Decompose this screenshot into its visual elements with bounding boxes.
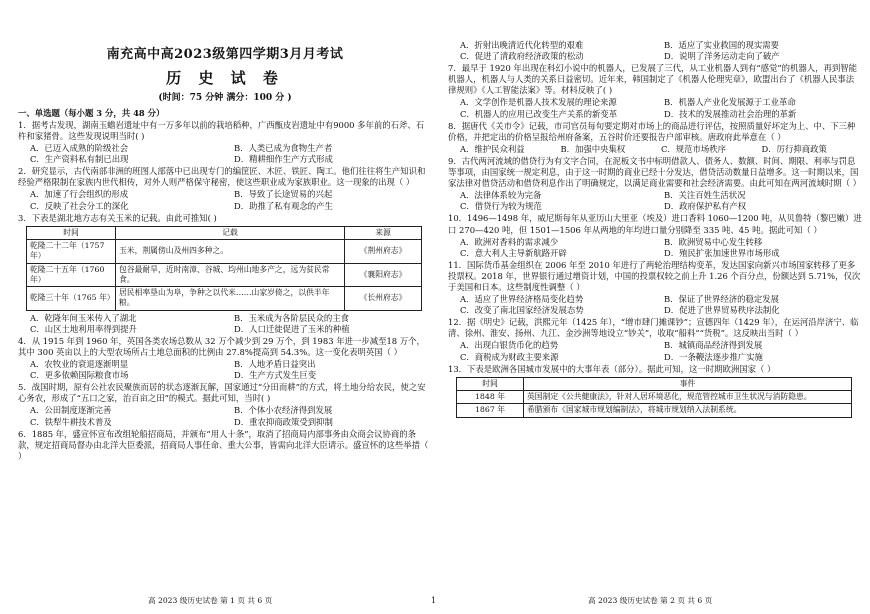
option[interactable]: A．乾隆年间玉米传入了湖北 [30,312,137,323]
option[interactable]: C．改变了南北国家经济发展态势 [460,305,584,316]
question-10: 10．1496—1498 年，威尼斯每年从亚历山大里亚（埃及）进口香料 1060—1200 吨，从贝鲁特（黎巴嫩）进口 270—420 吨，但 1501—1506 年从两地的年均进口量分别降至 335 吨、45 吨。据此可知（ ） [448,213,862,235]
option[interactable]: D．厉行抑商政策 [761,143,827,154]
question-5: 5．战国时期，原有公社农民聚族而居的状态逐渐瓦解，国家通过“分田而耕”的方式，将土地分给农民，使之安心务农，形成了“五口之家，治百亩之田”的模式。据此可知，当时( ) [18,382,426,404]
table-row [27,263,422,287]
table-row [457,391,852,404]
option[interactable]: C．促进了清政府经济政策的松动 [460,51,584,62]
option[interactable]: A．加速了行会组织的形成 [30,189,129,200]
option[interactable]: C．借贷行为较为规范 [460,201,542,212]
option[interactable]: D．助推了私有观念的产生 [234,200,333,211]
table-cell: 乾隆二十二年（1757 年） [27,240,116,264]
right-column [448,40,862,420]
option[interactable]: A．农牧业的衰退逐渐明显 [30,359,129,370]
table-cell: 1867 年 [457,404,524,417]
footer-right: 高 2023 级历史试卷 第 2 页 共 6 页 [588,596,713,605]
options-12 [460,340,862,362]
option[interactable]: C．商税成为财政主要来源 [460,351,559,362]
table-cell: 英国制定《公共健康法》，针对人居环境恶化，规范管控城市卫生状况与消防隐患。 [524,391,852,404]
option[interactable]: D．说明了洋务运动走向了破产 [664,51,780,62]
question-9: 9．古代两河流域的借贷行为有文字合同，在泥板文书中标明借款人、债务人、数额、时间、期限、利率与罚息等事项，由国家统一规定利息，由于这一时期的商业已经十分发达，借贷活动数量日益增多。这一时期以来，国家法律对借贷活动和借贷利息作出了明确规定，以满足商业需要和社会经济需要。由此可知在两河流域时期（ ） [448,155,862,189]
option[interactable]: D．一条鞭法逐步推广实施 [664,351,763,362]
footer-page-number: 1 [431,596,437,605]
table-cell: 包谷最耐旱，近时南漳、谷城、均州山地多产之，远为贫民常食。 [116,263,345,287]
options-6 [460,40,862,62]
option[interactable]: A．维护民众利益 [460,143,525,154]
exam-title: 南充高中高2023级第四学期3月月考试 [106,47,344,62]
option[interactable]: A．适应了世界经济格局变化趋势 [460,294,584,305]
options-1 [30,143,432,165]
option[interactable]: A．折射出晚清近代化转型的艰难 [460,40,584,50]
option[interactable]: A．公田制度逐渐完善 [30,405,112,416]
table-header: 记载 [116,226,345,239]
options-10 [460,237,862,259]
option[interactable]: C．意大利人主导新航路开辟 [460,247,567,258]
option[interactable]: D．人口迁徙促进了玉米的种植 [234,323,350,334]
table-header: 来源 [345,226,422,239]
option[interactable]: C．规范市场秩序 [661,143,727,154]
exam-subject: 历 史 试 卷 [166,69,284,88]
question-1: 1．据考古发现，湖南玉蟾岩遗址中有一万多年以前的栽培稻种，广西甑皮岩遗址中有9000 多年前的石斧、石杵和家猪骨。这些发现说明当时( ) [18,119,425,142]
corn-records-table [26,226,422,311]
option[interactable]: D．生产方式发生巨变 [234,370,317,381]
table-cell: 《长州府志》 [345,287,422,311]
option[interactable]: B．城镇商品经济得到发展 [664,340,763,351]
question-7: 7．最早于 1920 年出现在科幻小说中的机器人，已发展了三代，从工业机器人到有“感觉”的机器人，再到智能机器人，机器人与人类的关系日益密切。近年来，韩国制定了《机器人伦理宪章》，欧盟出台了《机器人民事法律规则》《人工智能法案》等。材料反映了( ) [448,63,858,96]
option[interactable]: C．生产资料私有制已出现 [30,154,129,165]
options-4 [30,359,432,381]
options-11 [460,294,862,316]
table-row [27,240,422,264]
option[interactable]: B．导致了长途贸易的兴起 [234,189,333,200]
option[interactable]: A．文学创作是机器人技术发展的理论来源 [460,97,617,108]
table-cell: 乾隆二十五年（1760 年） [27,263,116,287]
option[interactable]: D．殖民扩张加速世界市场形成 [664,247,780,258]
options-5 [30,405,432,427]
table-row [457,404,852,417]
options-3 [30,313,432,335]
option[interactable]: B．人地矛盾日益突出 [234,359,316,370]
option[interactable]: C．更多依赖国际粮食市场 [30,370,129,381]
option[interactable]: C．铁犁牛耕技术普及 [30,416,112,427]
table-row [27,287,422,311]
option[interactable]: D．重农抑商政策受到抑制 [234,416,333,427]
option[interactable]: D．促进了世界贸易秩序法制化 [664,305,780,316]
question-11: 11．国际货币基金组织在 2006 年至 2010 年进行了两轮治理结构变革，发达国家向新兴市场国家转移了更多投票权。2018 年，世界银行通过增资计划，中国的投票权较之前上升 1.26 个百分点，份额达到 5.71%，仅次于美国和日本。这些制度性调整（ ） [448,259,861,292]
table-cell: 《襄阳府志》 [345,263,422,287]
option[interactable]: C．机器人的应用已改变生产关系的新变革 [460,108,618,119]
question-3: 3．下表是湖北地方志有关玉米的记载。由此可推知( ) [18,212,217,223]
options-8 [460,144,862,155]
option[interactable]: B．个体小农经济得到发展 [234,405,333,416]
table-cell: 乾隆三十年（1765 年） [27,287,116,311]
table-cell: 1848 年 [457,391,524,404]
option[interactable]: B．玉米成为各阶层民众的主食 [234,312,350,323]
option[interactable]: B．保证了世界经济的稳定发展 [664,294,780,305]
exam-meta: (时间：75 分钟 满分：100 分 ) [158,92,292,103]
table-cell: 希腊颁布《国家城市规划编制法》，将城市规划纳入法制系统。 [524,404,852,417]
option[interactable]: A．出现白银货币化的趋势 [460,340,559,351]
option[interactable]: B．欧洲贸易中心发生转移 [664,236,763,247]
table-cell: 《荆州府志》 [345,240,422,264]
question-6: 6．1885 年，盛宣怀宣布改组轮船招商局，并颁布“用人十条”，取消了招商局内部事务由众商会议协商的条款，规定招商局督办由北洋大臣委派，招商局人事任命、重大公事，皆需向北洋大臣请示。盛宣怀的这些举措（ ） [18,428,429,461]
option[interactable]: C．反映了社会分工的深化 [30,200,129,211]
question-4: 4．从 1915 年到 1960 年，英国各类农场总数从 32 万个减少到 29 万个，到 1983 年进一步减至18 万个，其中 300 英亩以上的大型农场所占土地总面积的比例由 27.8%提高到 54.3%。这一变化表明英国（ ） [18,335,425,358]
option[interactable]: A．已迈入成熟的阶级社会 [30,143,129,154]
option[interactable]: B．机器人产业化发展源于工业革命 [664,97,796,108]
option[interactable]: B．关注百姓生活状况 [664,190,746,201]
option[interactable]: D．精耕细作生产方式形成 [234,154,333,165]
table-cell: 玉米，荆属傍山及州四多种之。 [116,240,345,264]
left-column [18,0,432,463]
question-8: 8．据唐代《关市令》记载，市司官员每旬要定期对市场上的商品进行评估，按照质量好坏定为上、中、下三种价格，并把定出的价格呈报给州府备案，五谷时价还要报告户部审核。唐政府此举意在（ ） [448,120,856,142]
section-heading: 一、单选题（每小题 3 分，共 48 分） [18,107,165,118]
table-header: 事件 [524,377,852,390]
question-13: 13．下表是欧洲各国城市发展中的大事年表（部分）。据此可知，这一时期欧洲国家（ ） [448,363,776,374]
options-9 [460,190,862,212]
footer-left: 高 2023 级历史试卷 第 1 页 共 6 页 [148,596,273,605]
table-header: 时间 [457,377,524,390]
option[interactable]: B．人类已成为食物生产者 [234,143,333,154]
question-12: 12．据《明史》记载，洪熙元年（1425 年），“增市肆门摊课钞”；宣德四年（1429 年），在运河沿岸济宁、临清、徐州、淮安、扬州、九江、金沙洲等地设立“钞关”，收取“船料”“货税”。这反映出当时（ ） [448,317,859,339]
options-7 [460,97,862,119]
options-2 [30,189,432,211]
option[interactable]: D．政府保护私有产权 [664,201,747,212]
option[interactable]: A．法律体系较为完备 [460,190,542,201]
city-events-table [456,377,852,418]
question-2: 2．研究显示，古代南部非洲的班图人部落中已出现专门的编筐匠、木匠、铁匠、陶工。他们往往将生产知识和经验严格限制在家族内世代相传，对外人则严格保守秘密，使这些职业成为家族职业。这一现象的出现（ ） [18,166,426,188]
option[interactable]: D．技术的发展推动社会治理的革新 [664,108,797,119]
table-header: 时间 [27,226,116,239]
option[interactable]: B．加强中央集权 [560,143,626,154]
option[interactable]: A．欧洲对香料的需求减少 [460,236,559,247]
option[interactable]: C．山区土地利用率得到提升 [30,323,137,334]
table-cell: 居民相率垦山为阜，争种之以代米……山家岁倚之，以供半年粮。 [116,287,345,311]
option[interactable]: B．适应了实业救国的现实需要 [664,40,780,50]
